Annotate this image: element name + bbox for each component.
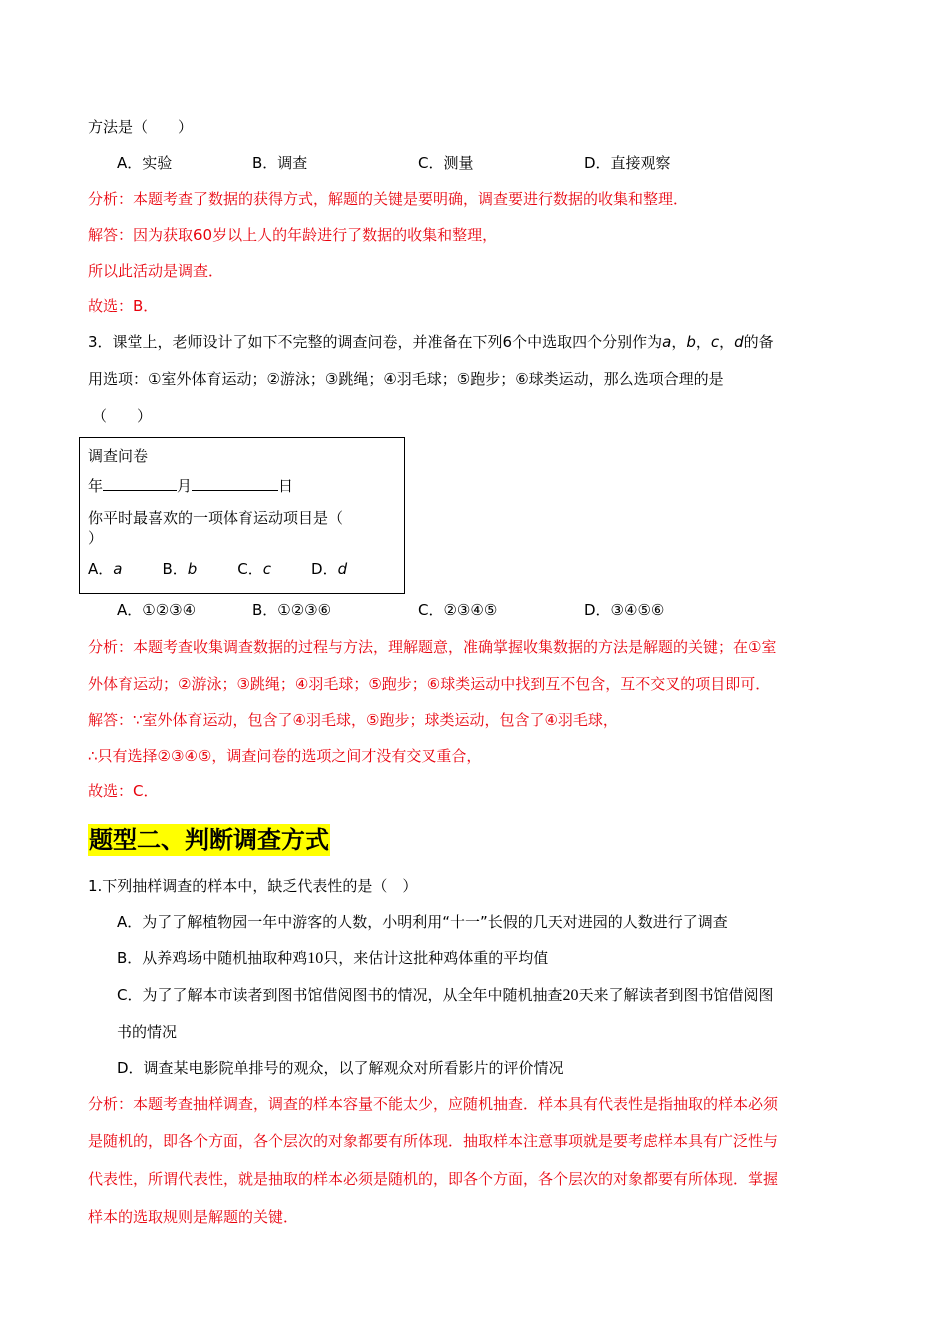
q3-stem-number: 6 (502, 333, 513, 351)
s2q1-option-b: B．从养鸡场中随机抽取种鸡10只，来估计这批种鸡体重的平均值 (117, 949, 549, 967)
q3-answer-line2: ∴只有选择②③④⑤，调查问卷的选项之间才没有交叉重合， (88, 747, 482, 765)
s2q1-stem: 1.下列抽样调查的样本中，缺乏代表性的是（ ） (88, 877, 418, 895)
s2q1-analysis-line2: 是随机的，即各个方面，各个层次的对象都要有所体现．抽取样本注意事项就是要考虑样本具有广泛性与 (88, 1132, 779, 1150)
q3-choice: 故选：C． (88, 782, 159, 800)
q2-choice: 故选：B． (88, 297, 159, 315)
s2q1-analysis-line1: 分析：本题考查抽样调查，调查的样本容量不能太少，应随机抽查．样本具有代表性是指抽取的样本必须 (88, 1095, 779, 1113)
q3-answer-line1: 解答：∵室外体育运动，包含了④羽毛球，⑤跑步；球类运动，包含了④羽毛球， (88, 711, 618, 729)
q3-stem: 3．课堂上，老师设计了如下不完整的调查问卷，并准备在下列6个中选取四个分别作为a，b，c，d的备 (88, 333, 774, 351)
s2q1-option-d: D．调查某电影院单排号的观众，以了解观众对所看影片的评价情况 (117, 1059, 564, 1077)
q2-analysis: 分析：本题考查了数据的获得方式，解题的关键是要明确，调查要进行数据的收集和整理． (88, 190, 689, 208)
q2-option-a: A．实验 (117, 154, 173, 172)
q2-option-d: D．直接观察 (584, 154, 671, 172)
q3-stem-line2: 用选项：①室外体育运动；②游泳；③跳绳；④羽毛球；⑤跑步；⑥球类运动，那么选项合理的是 (88, 370, 724, 388)
survey-date-line: 年 月 日 (88, 477, 294, 495)
s2q1-option-c-number: 20 (562, 987, 579, 1004)
q2-option-c: C．测量 (418, 154, 474, 172)
q2-stem-tail: 方法是（ ） (88, 118, 194, 136)
q3-option-d: D．③④⑤⑥ (584, 601, 665, 619)
q3-option-a: A．①②③④ (117, 601, 197, 619)
survey-questionnaire-box (79, 437, 405, 594)
survey-month-blank (103, 476, 177, 491)
survey-day-blank (192, 476, 278, 491)
q3-option-b: B．①②③⑥ (252, 601, 332, 619)
q3-stem-line3: （ ） (92, 407, 153, 425)
s2q1-option-b-number: 10 (307, 950, 324, 967)
q3-analysis-line1: 分析：本题考查收集调查数据的过程与方法，理解题意，准确掌握收集数据的方法是解题的关键；在①室 (88, 638, 777, 656)
s2q1-option-c: C．为了了解本市读者到图书馆借阅图书的情况，从全年中随机抽查20天来了解读者到图书馆借阅图 (117, 986, 774, 1004)
s2q1-option-c-line2: 书的情况 (117, 1023, 178, 1041)
q2-option-b: B．调查 (252, 154, 308, 172)
q2-answer-number: 60 (193, 226, 213, 244)
s2q1-analysis-line4: 样本的选取规则是解题的关键． (88, 1208, 299, 1226)
survey-question: 你平时最喜欢的一项体育运动项目是（ (88, 509, 344, 527)
s2q1-analysis-line3: 代表性，所谓代表性，就是抽取的样本必须是随机的，即各个方面，各个层次的对象都要有所体现．掌握 (88, 1170, 779, 1188)
section-heading: 题型二、判断调查方式 (89, 826, 329, 854)
survey-options: A．a B．b C．c D．d (88, 560, 348, 578)
s2q1-option-a: A．为了了解植物园一年中游客的人数，小明利用“十一”长假的几天对进园的人数进行了调查 (117, 913, 728, 931)
q2-answer: 解答：因为获取60岁以上人的年龄进行了数据的收集和整理， (88, 226, 498, 244)
q3-analysis-line2: 外体育运动；②游泳；③跳绳；④羽毛球；⑤跑步；⑥球类运动中找到互不包含，互不交叉的项目即可． (88, 675, 771, 693)
q3-option-c: C．②③④⑤ (418, 601, 498, 619)
survey-question-end: ） (88, 529, 104, 547)
q2-answer-line2: 所以此活动是调查． (88, 262, 224, 280)
survey-title: 调查问卷 (88, 447, 149, 465)
